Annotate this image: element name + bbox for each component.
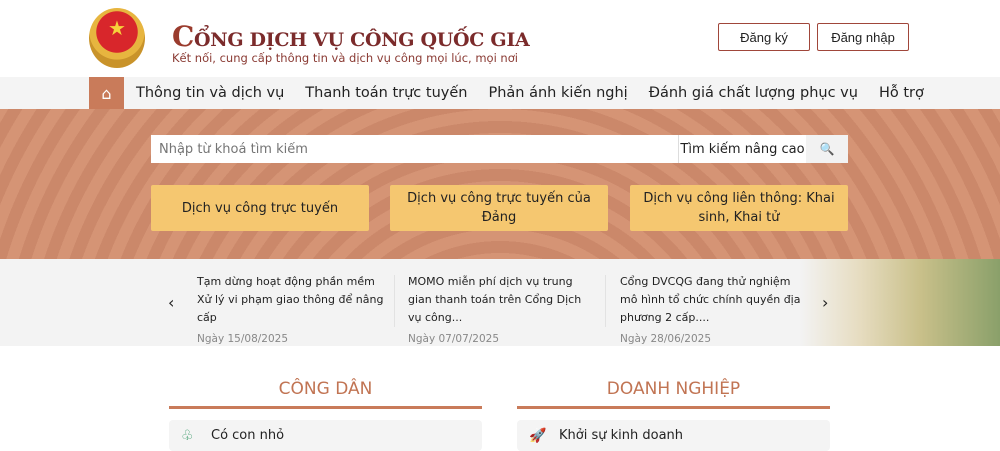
chevron-left-icon[interactable]: ‹ [168, 293, 175, 312]
nav-support[interactable]: Hỗ trợ [878, 85, 924, 101]
national-emblem-logo[interactable] [89, 8, 145, 68]
divider [605, 275, 606, 327]
category-child-care[interactable]: ♧ Có con nhỏ [169, 420, 482, 451]
baby-icon: ♧ [181, 427, 194, 444]
interconnected-services-button[interactable]: Dịch vụ công liên thông: Khai sinh, Khai tử [630, 185, 848, 231]
header [0, 0, 1000, 77]
nav-feedback[interactable]: Phản ánh kiến nghị [488, 85, 628, 101]
home-icon[interactable]: ⌂ [89, 77, 124, 109]
nav-service-quality[interactable]: Đánh giá chất lượng phục vụ [648, 85, 858, 101]
business-tab[interactable]: DOANH NGHIỆP [606, 379, 741, 399]
slogan: Kết nối, cung cấp thông tin và dịch vụ công mọi lúc, mọi nơi [172, 51, 518, 65]
site-title[interactable]: CỔNG DỊCH VỤ CÔNG QUỐC GIA [172, 20, 530, 53]
search-banner [0, 109, 1000, 259]
main-nav [0, 77, 1000, 109]
chevron-right-icon[interactable]: › [822, 293, 829, 312]
divider [394, 275, 395, 327]
rocket-icon: 🚀 [529, 427, 547, 444]
party-online-services-button[interactable]: Dịch vụ công trực tuyến của Đảng [390, 185, 608, 231]
online-services-button[interactable]: Dịch vụ công trực tuyến [151, 185, 369, 231]
citizen-tab[interactable]: CÔNG DÂN [278, 379, 373, 399]
advanced-search-button[interactable]: Tìm kiếm nâng cao [678, 135, 806, 163]
category-start-business[interactable]: 🚀 Khởi sự kinh doanh [517, 420, 830, 451]
search-input[interactable] [151, 135, 678, 163]
news-item[interactable]: Tạm dừng hoạt động phần mềm Xử lý vi phạm giao thông để nâng cấp Ngày 15/08/2025 [197, 275, 384, 345]
search-icon[interactable]: 🔍 [806, 135, 848, 163]
news-carousel [0, 259, 1000, 346]
divider [517, 406, 830, 409]
lotus-decoration [800, 259, 1000, 346]
nav-info-services[interactable]: Thông tin và dịch vụ [136, 85, 285, 101]
news-item[interactable]: MOMO miễn phí dịch vụ trung gian thanh toán trên Cổng Dịch vụ công... Ngày 07/07/2025 [408, 275, 582, 345]
news-item[interactable]: Cổng DVCQG đang thử nghiệm mô hình tổ chức chính quyền địa phương 2 cấp.... Ngày 28/06/2025 [620, 275, 801, 345]
register-button[interactable]: Đăng ký [718, 23, 810, 51]
search-bar [151, 135, 848, 163]
login-button[interactable]: Đăng nhập [817, 23, 909, 51]
divider [169, 406, 482, 409]
nav-online-payment[interactable]: Thanh toán trực tuyến [305, 85, 468, 101]
